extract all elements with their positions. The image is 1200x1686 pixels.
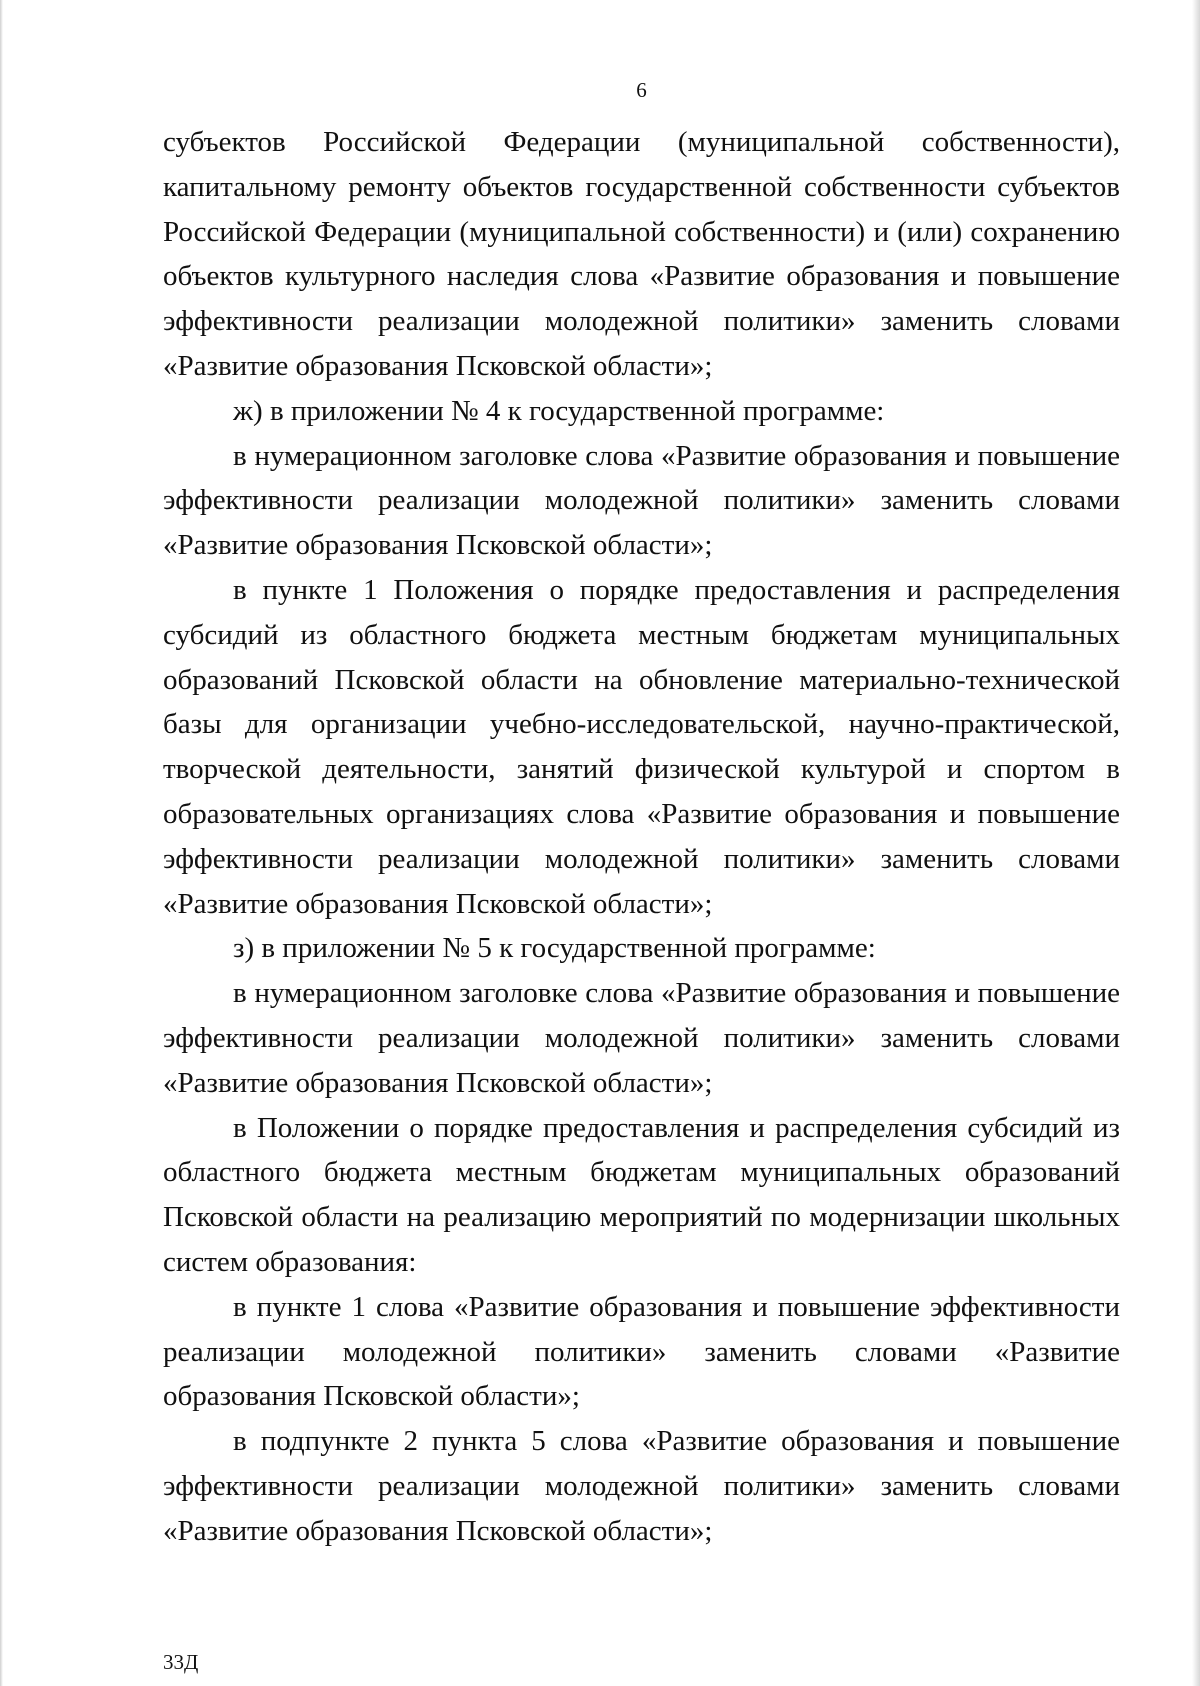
paragraph-appendix4-point1: в пункте 1 Положения о порядке предоставления и распределения субсидий из областного бюджета местным бюджетам муниципальных образований Псковской области на обновление материально-технической базы для организации учебно-исследовательской, научно-практической, творческой деятельности, занятий физической культурой и спортом в образовательных организациях слова «Развитие образования и повышение эффективности реализации молодежной политики» заменить словами «Развитие образования Псковской области»; <box>163 573 1120 920</box>
footer-code: 33Д <box>163 1650 199 1674</box>
paragraph-appendix5-regulation: в Положении о порядке предоставления и распределения субсидий из областного бюджета местным бюджетам муниципальных образований Псковской области на реализацию мероприятий по модернизации школьных систем образования: <box>163 1111 1120 1278</box>
paragraph-item-z: з) в приложении № 5 к государственной программе: <box>233 932 876 965</box>
paragraph-appendix5-heading: в нумерационном заголовке слова «Развитие образования и повышение эффективности реализации молодежной политики» заменить словами «Развитие образования Псковской области»; <box>163 977 1120 1099</box>
paragraph-appendix5-subpoint2: в подпункте 2 пункта 5 слова «Развитие образования и повышение эффективности реализации молодежной политики» заменить словами «Развитие образования Псковской области»; <box>163 1425 1120 1547</box>
document-body <box>163 120 1120 1554</box>
page-number: 6 <box>636 78 647 102</box>
paragraph-item-zh: ж) в приложении № 4 к государственной программе: <box>233 394 885 427</box>
paragraph-continuation: субъектов Российской Федерации (муниципальной собственности), капитальному ремонту объектов государственной собственности субъектов Российской Федерации (муниципальной собственности) и (или) сохранению объектов культурного наследия слова «Развитие образования и повышение эффективности реализации молодежной политики» заменить словами «Развитие образования Псковской области»; <box>163 126 1120 382</box>
scan-edge-left <box>0 0 3 1686</box>
paragraph-appendix5-point1: в пункте 1 слова «Развитие образования и повышение эффективности реализации молодежной политики» заменить словами «Развитие образования Псковской области»; <box>163 1290 1120 1413</box>
paragraph-appendix4-heading: в нумерационном заголовке слова «Развитие образования и повышение эффективности реализации молодежной политики» заменить словами «Развитие образования Псковской области»; <box>163 439 1120 562</box>
scan-edge-right <box>1192 0 1200 1686</box>
